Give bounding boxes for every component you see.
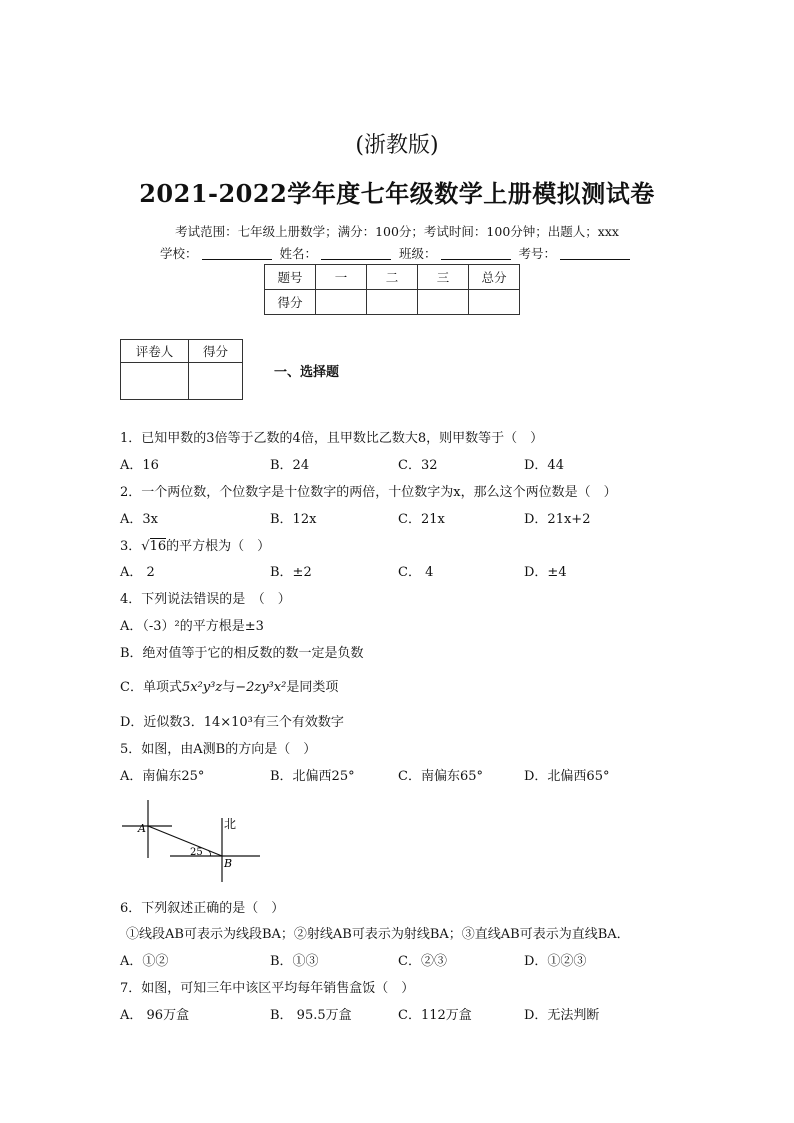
score-header-cell: 三 (418, 265, 469, 290)
question-5: 5．如图，由A测B的方向是（ ） (120, 742, 317, 757)
option[interactable]: D．±4 (524, 565, 567, 580)
question-2: 2．一个两位数，个位数字是十位数字的两倍，十位数字为x，那么这个两位数是（ ） (120, 485, 617, 500)
question-number: 3． (120, 539, 142, 554)
point-a-label: A (138, 822, 146, 835)
class-blank[interactable] (441, 247, 511, 260)
option[interactable]: C．南偏东65° (398, 769, 483, 784)
option[interactable]: C．112万盒 (398, 1008, 472, 1023)
grader-header: 评卷人 (121, 340, 189, 363)
student-info-line (0, 244, 794, 262)
ab-line (148, 826, 222, 856)
option[interactable]: B． 95.5万盒 (270, 1008, 352, 1023)
option[interactable]: D．近似数3．14×10³有三个有效数字 (120, 715, 344, 730)
exam-info: 考试范围：七年级上册数学；满分：100分；考试时间：100分钟；出题人；xxx (175, 224, 619, 239)
name-label: 姓名： (279, 246, 317, 261)
option[interactable]: A．①② (120, 954, 169, 969)
exam-edition: (浙教版) (355, 133, 439, 158)
north-label: 北 (224, 817, 237, 831)
school-blank[interactable] (202, 247, 272, 260)
question-7: 7．如图，可知三年中该区平均每年销售盒饭（ ） (120, 981, 415, 996)
option[interactable]: A．南偏东25° (120, 769, 205, 784)
option[interactable]: B．±2 (270, 565, 312, 580)
school-label: 学校： (159, 246, 198, 261)
exam-number-label: 考号： (518, 246, 556, 261)
score-header-cell: 总分 (469, 265, 520, 290)
option[interactable]: D．①②③ (524, 954, 587, 969)
name-blank[interactable] (321, 247, 391, 260)
score-table-row (265, 290, 520, 315)
option[interactable]: B．①③ (270, 954, 319, 969)
option-text: 与 (222, 680, 236, 695)
score-table (264, 264, 520, 315)
option[interactable]: C．②③ (398, 954, 447, 969)
score-cell[interactable] (367, 290, 418, 315)
option[interactable] (120, 676, 338, 695)
section-title: 一、选择题 (274, 365, 340, 380)
question-6: 6．下列叙述正确的是（ ） (120, 901, 285, 916)
score-header-cell: 一 (316, 265, 367, 290)
point-b-label: B (224, 857, 233, 870)
option[interactable]: A．3x (120, 512, 158, 527)
radicand: 16 (149, 539, 167, 554)
option[interactable]: B．北偏西25° (270, 769, 355, 784)
question-text: 的平方根为（ ） (166, 539, 271, 554)
question-4: 4．下列说法错误的是 （ ） (120, 592, 291, 607)
option[interactable]: D．21x+2 (524, 512, 591, 527)
grader-table (120, 339, 243, 400)
option[interactable]: A． 96万盒 (120, 1008, 190, 1023)
score-header-cell: 二 (367, 265, 418, 290)
score-cell[interactable] (418, 290, 469, 315)
statement-note: ①线段AB可表示为线段BA；②射线AB可表示为射线BA；③直线AB可表示为直线BA． (126, 927, 630, 942)
option-text: 是同类项 (286, 680, 339, 695)
grader-score-header: 得分 (189, 340, 243, 363)
exam-title: 2021-2022学年度七年级数学上册模拟测试卷 (139, 179, 655, 208)
question-1: 1．已知甲数的3倍等于乙数的4倍，且甲数比乙数大8，则甲数等于（ ） (120, 431, 544, 446)
option[interactable]: B．12x (270, 512, 317, 527)
question-3 (120, 535, 270, 554)
option-prefix: C．单项式 (120, 680, 182, 695)
option[interactable]: C． 4 (398, 565, 434, 580)
option[interactable]: B．绝对值等于它的相反数的数一定是负数 (120, 646, 364, 661)
sqrt-icon: √ (141, 539, 150, 554)
option[interactable]: A． 2 (120, 565, 155, 580)
class-label: 班级： (398, 246, 437, 261)
option[interactable]: B．24 (270, 458, 310, 473)
angle-label: 25 (190, 847, 203, 858)
option[interactable]: D．44 (524, 458, 564, 473)
math-term: 5x²y³z (181, 680, 223, 695)
score-header-cell: 题号 (265, 265, 316, 290)
math-term: −2zy³x² (235, 680, 287, 695)
option[interactable]: D．无法判断 (524, 1008, 600, 1023)
score-row-label: 得分 (265, 290, 316, 315)
score-cell[interactable] (469, 290, 520, 315)
score-table-header-row (265, 265, 520, 290)
option[interactable]: C．32 (398, 458, 438, 473)
grader-score-cell[interactable] (189, 363, 243, 400)
direction-diagram (120, 796, 270, 886)
option[interactable]: A．（-3）²的平方根是±3 (120, 619, 264, 634)
score-cell[interactable] (316, 290, 367, 315)
exam-number-blank[interactable] (560, 247, 630, 260)
grader-cell[interactable] (121, 363, 189, 400)
option[interactable]: A．16 (120, 458, 159, 473)
option[interactable]: D．北偏西65° (524, 769, 610, 784)
option[interactable]: C．21x (398, 512, 445, 527)
